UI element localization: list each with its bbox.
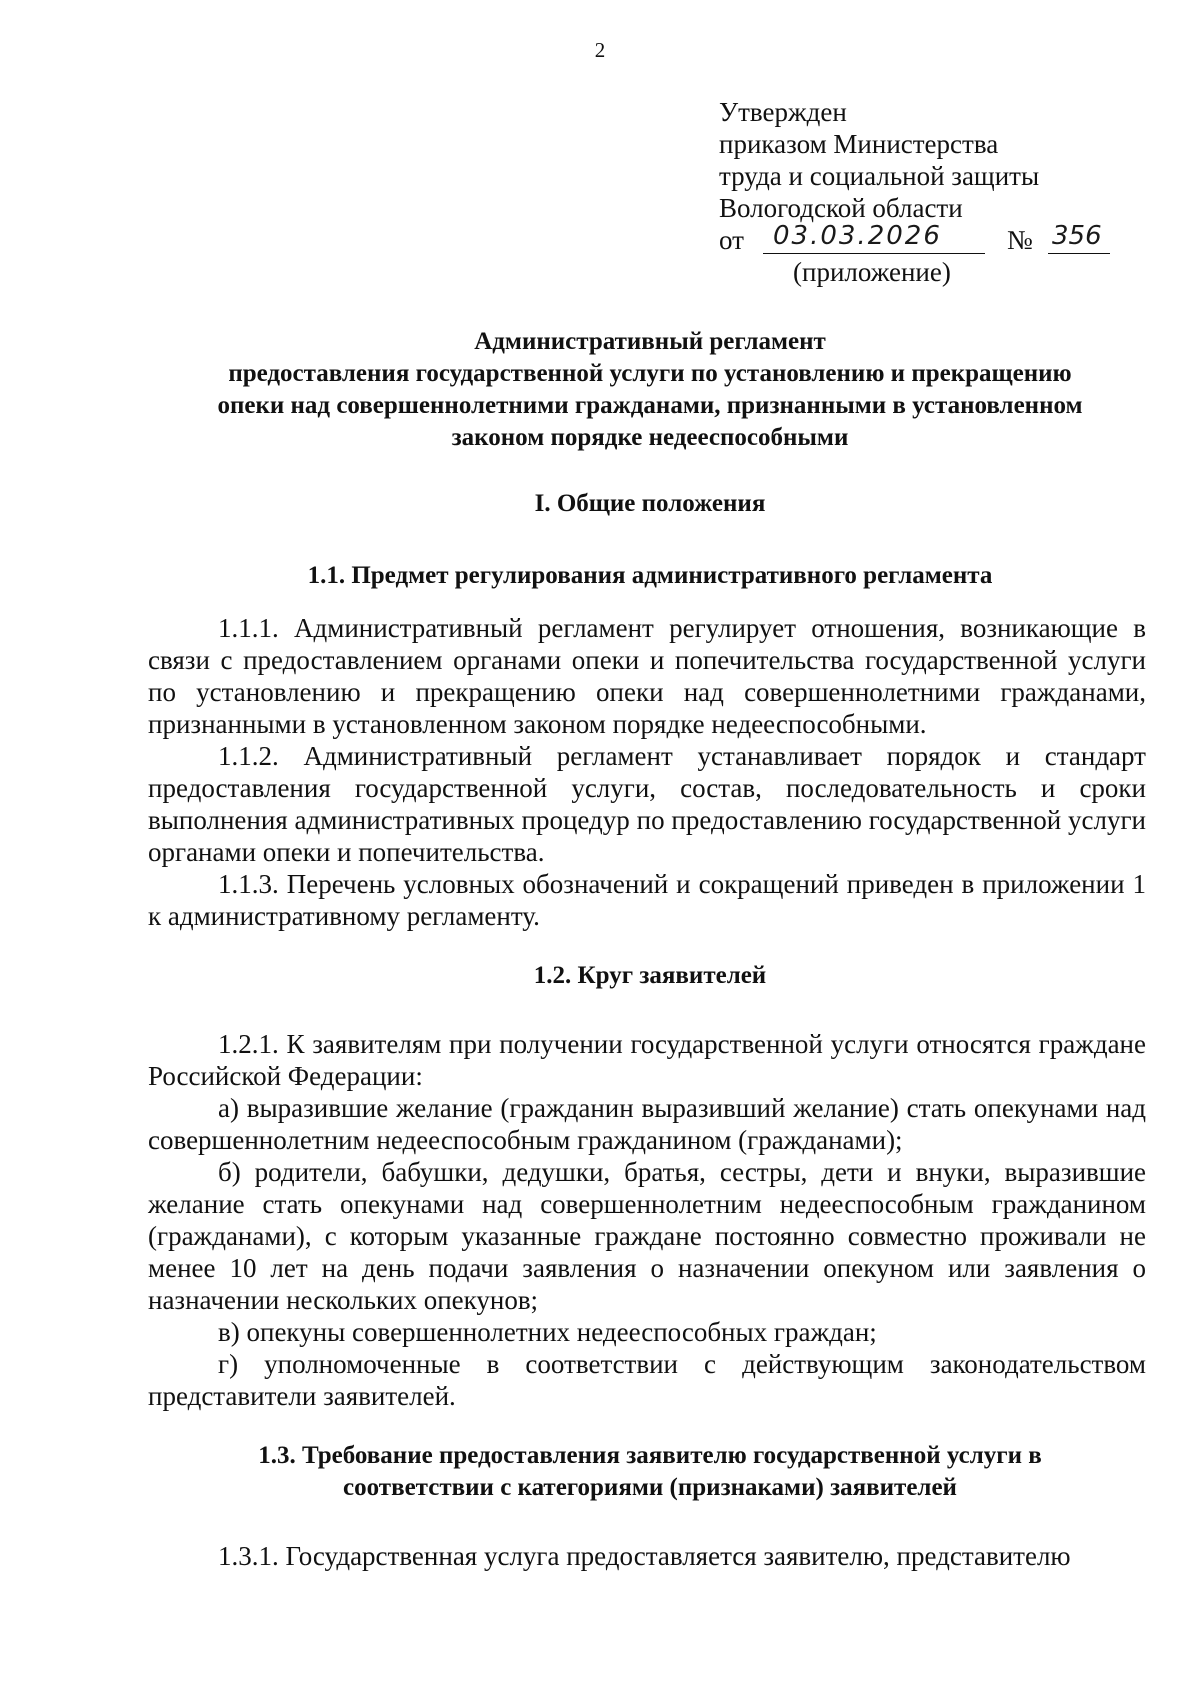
approval-line-2: приказом Министерства — [719, 129, 999, 159]
paragraph-1-3-1 — [148, 1540, 1146, 1572]
subsection-1-2-heading: 1.2. Круг заявителей — [533, 962, 767, 989]
subsection-1-3-heading-line-2: соответствии с категориями (признаками) заявителей — [343, 1474, 957, 1501]
subsection-1-3-heading-line-1: 1.3. Требование предоставления заявителю государственной услуги в — [258, 1442, 1042, 1469]
section-1-heading: I. Общие положения — [534, 490, 766, 517]
paragraph-1-1-3-text: 1.1.3. Перечень условных обозначений и сокращений приведен в приложении 1 к административному регламенту. — [148, 869, 1146, 931]
handwritten-order-number: 356 — [1048, 220, 1110, 254]
paragraph-1-1-1 — [148, 612, 1146, 740]
list-item-g-text: г) уполномоченные в соответствии с действующим законодательством представители заявителей. — [148, 1349, 1146, 1411]
list-item-v — [148, 1316, 1146, 1348]
approval-block — [719, 96, 1139, 288]
paragraph-1-1-2-text: 1.1.2. Административный регламент устанавливает порядок и стандарт предоставления государственной услуги, состав, последовательность и сроки выполнения административных процедур по предоставлению государственной услуги органами опеки и попечительства. — [148, 741, 1146, 867]
approval-note: (приложение) — [793, 257, 951, 287]
list-item-g — [148, 1348, 1146, 1412]
document-title-line-3: опеки над совершеннолетними гражданами, признанными в установленном — [217, 392, 1083, 419]
subsection-1-1-heading: 1.1. Предмет регулирования административного регламента — [307, 562, 993, 589]
paragraph-1-1-2 — [148, 740, 1146, 868]
number-sign: № — [1007, 225, 1033, 255]
approval-line-1: Утвержден — [719, 97, 847, 127]
paragraph-1-1-1-text: 1.1.1. Административный регламент регулирует отношения, возникающие в связи с предоставлением органами опеки и попечительства государственной услуги по установлению и прекращению опеки над совершеннолетними гражданами, признанными в установленном законом порядке недееспособными. — [148, 613, 1146, 739]
paragraph-1-3-1-text: 1.3.1. Государственная услуга предоставляется заявителю, представителю — [218, 1541, 1071, 1571]
approval-line-3: труда и социальной защиты — [719, 161, 1040, 191]
approval-line-4: Вологодской области — [719, 193, 963, 223]
list-item-a-text: а) выразившие желание (гражданин выразивший желание) стать опекунами над совершеннолетним недееспособным гражданином (гражданами); — [148, 1093, 1146, 1155]
document-title-line-2: предоставления государственной услуги по установлению и прекращению — [228, 360, 1072, 387]
document-title-line-1: Административный регламент — [474, 328, 826, 355]
paragraph-1-1-3 — [148, 868, 1146, 932]
page-number: 2 — [594, 38, 606, 62]
list-item-b — [148, 1156, 1146, 1316]
paragraph-1-2-1 — [148, 1028, 1146, 1092]
list-item-v-text: в) опекуны совершеннолетних недееспособных граждан; — [218, 1317, 877, 1347]
subsection-1-3-heading — [140, 1440, 1160, 1504]
paragraph-1-2-1-text: 1.2.1. К заявителям при получении государственной услуги относятся граждане Российской Федерации: — [148, 1029, 1146, 1091]
list-item-b-text: б) родители, бабушки, дедушки, братья, сестры, дети и внуки, выразившие желание стать опекунами над совершеннолетним недееспособным гражданином (гражданами), с которым указанные граждане постоянно совместно проживали не менее 10 лет на день подачи заявления о назначении опекуном или заявления о назначении нескольких опекунов; — [148, 1157, 1146, 1315]
document-title — [140, 326, 1160, 454]
list-item-a — [148, 1092, 1146, 1156]
date-prefix: от — [719, 225, 744, 255]
handwritten-date: 03.03.2026 — [763, 220, 985, 254]
document-title-line-4: законом порядке недееспособными — [451, 424, 849, 451]
approval-date-row — [719, 221, 1139, 256]
